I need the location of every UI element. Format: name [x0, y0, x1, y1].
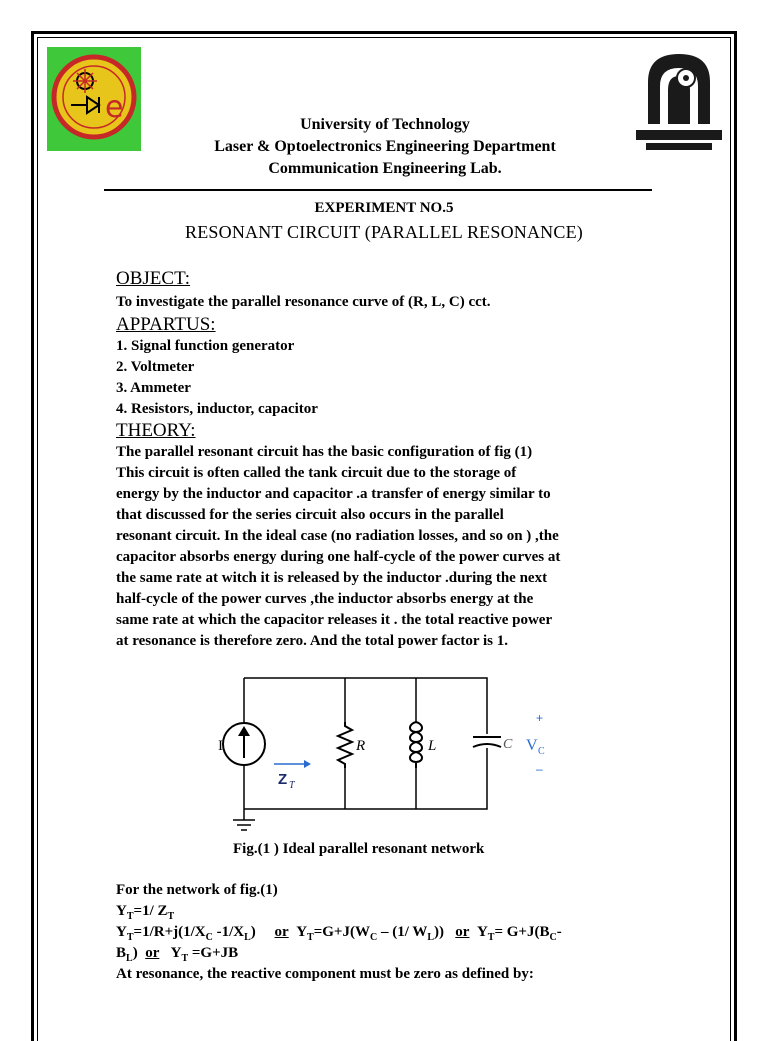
zt-subscript: T	[289, 780, 295, 791]
svg-text:e: e	[105, 90, 124, 125]
apparatus-heading: APPARTUS:	[116, 314, 216, 335]
source-label: I	[218, 738, 223, 754]
theory-line: that discussed for the series circuit also occurs in the parallel	[116, 507, 504, 523]
zt-arrow-icon	[274, 760, 311, 768]
object-heading: OBJECT:	[116, 268, 191, 289]
apparatus-item: 2. Voltmeter	[116, 359, 195, 375]
department-name: Laser & Optoelectronics Engineering Department	[214, 138, 556, 155]
ground-icon	[233, 820, 255, 830]
figure-caption: Fig.(1 ) Ideal parallel resonant network	[233, 841, 485, 857]
experiment-title: RESONANT CIRCUIT (PARALLEL RESONANCE)	[185, 222, 583, 242]
equation-yt-expanded: $Y_T=1/R+j(1/X_C$ $-1/X_L$) or $Y_T=G+J(W_C - (1/$ $W_L$)) or $Y_T= G+J(B_C-$	[116, 924, 562, 943]
university-logo	[636, 46, 722, 158]
apparatus-item: 4. Resistors, inductor, capacitor	[116, 401, 318, 417]
vc-plus: +	[536, 711, 544, 725]
equation-yt-zt: $Y_T=1/$ $Z_T$	[116, 903, 175, 922]
university-name: University of Technology	[300, 116, 470, 133]
theory-line: The parallel resonant circuit has the basic configuration of fig (1)	[116, 444, 533, 460]
capacitor-label: C	[503, 737, 513, 752]
experiment-number: EXPERIMENT NO.5	[314, 200, 454, 216]
apparatus-item: 3. Ammeter	[116, 380, 191, 396]
object-text: To investigate the parallel resonance curve of (R, L, C) cct.	[116, 294, 491, 310]
zt-label: Z	[278, 771, 288, 788]
apparatus-item: 1. Signal function generator	[116, 338, 295, 354]
vc-label: V	[526, 737, 538, 754]
theory-line: half-cycle of the power curves ,the inductor absorbs energy at the	[116, 591, 534, 607]
department-logo	[47, 47, 141, 151]
resistor-icon	[338, 722, 352, 768]
capacitor-icon	[473, 734, 501, 748]
resistor-label: R	[356, 738, 366, 754]
equation-yt-susceptance: $B_L$) or $Y_T =G+JB$	[116, 945, 239, 964]
theory-heading: THEORY:	[116, 420, 196, 441]
theory-line: at resonance is therefore zero. And the total power factor is 1.	[116, 633, 509, 649]
theory-line: energy by the inductor and capacitor .a transfer of energy similar to	[116, 486, 551, 502]
theory-line: capacitor absorbs energy during one half-cycle of the power curves at	[116, 549, 561, 565]
header-divider	[104, 189, 652, 191]
parallel-resonant-circuit	[200, 670, 580, 840]
vc-minus: –	[536, 762, 543, 776]
vc-subscript: C	[538, 746, 545, 757]
resonance-statement: At resonance, the reactive component must be zero as defined by:	[116, 966, 534, 982]
theory-line: resonant circuit. In the ideal case (no radiation losses, and so on ) ,the	[116, 528, 559, 544]
inductor-label: L	[428, 738, 437, 754]
equations-intro: For the network of fig.(1)	[116, 882, 278, 898]
lab-name: Communication Engineering Lab.	[268, 160, 502, 177]
current-source-icon	[223, 723, 265, 765]
theory-line: same rate at which the capacitor releases it . the total reactive power	[116, 612, 553, 628]
theory-line: the same rate at witch it is released by the inductor .during the next	[116, 570, 548, 586]
theory-line: This circuit is often called the tank circuit due to the storage of	[116, 465, 517, 481]
inductor-icon	[407, 722, 425, 768]
